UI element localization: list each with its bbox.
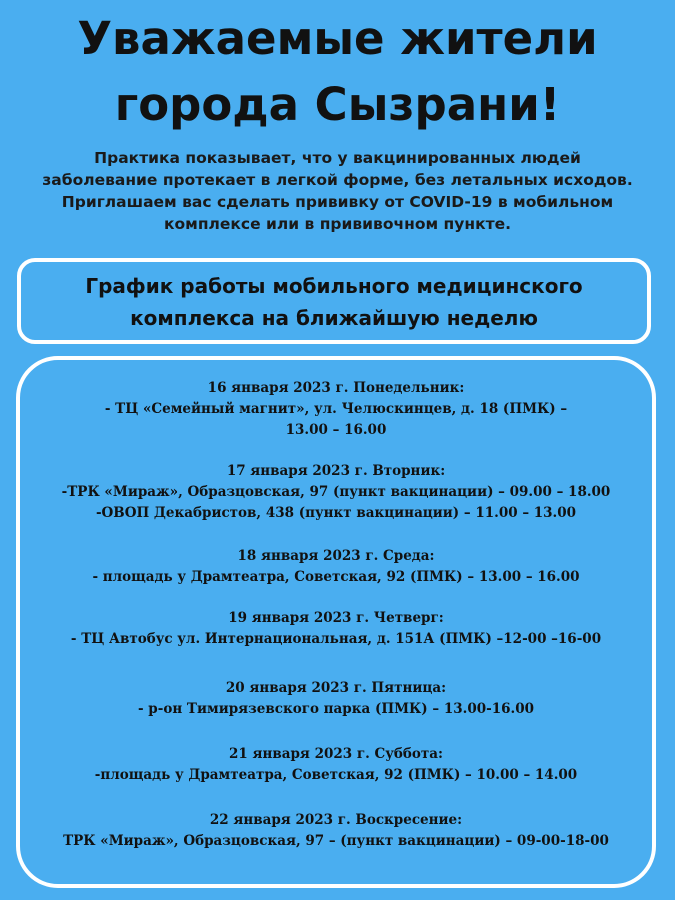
schedule-day-wednesday bbox=[20, 546, 652, 588]
day-location-line: - ТЦ Автобус ул. Интернациональная, д. 151А (ПМК) –12-00 –16-00 bbox=[70, 631, 602, 647]
day-location-line: -площадь у Драмтеатра, Советская, 92 (ПМК) – 10.00 – 14.00 bbox=[94, 767, 578, 783]
page-title-line-2: города Сызрани! bbox=[114, 78, 561, 131]
day-location-line: 13.00 – 16.00 bbox=[285, 422, 387, 438]
schedule-header-line-1: График работы мобильного медицинского bbox=[85, 274, 583, 298]
day-location-line: - ТЦ «Семейный магнит», ул. Челюскинцев, д. 18 (ПМК) – bbox=[104, 401, 568, 417]
day-heading: 20 января 2023 г. Пятница: bbox=[225, 680, 447, 696]
day-heading: 21 января 2023 г. Суббота: bbox=[228, 746, 444, 762]
day-heading: 19 января 2023 г. Четверг: bbox=[228, 610, 444, 626]
page-title bbox=[0, 6, 675, 138]
intro-line-1: Практика показывает, что у вакцинированных людей bbox=[94, 149, 581, 167]
schedule-list bbox=[16, 356, 656, 888]
day-heading: 18 января 2023 г. Среда: bbox=[237, 548, 435, 564]
day-location-line: -ОВОП Декабристов, 438 (пункт вакцинации) – 11.00 – 13.00 bbox=[95, 505, 577, 521]
day-location-line: -ТРК «Мираж», Образцовская, 97 (пункт вакцинации) – 09.00 – 18.00 bbox=[61, 484, 611, 500]
schedule-day-saturday bbox=[20, 744, 652, 786]
schedule-day-sunday bbox=[20, 810, 652, 852]
intro-line-4: комплексе или в прививочном пункте. bbox=[164, 215, 511, 233]
schedule-day-friday bbox=[20, 678, 652, 720]
day-location-line: - р-он Тимирязевского парка (ПМК) – 13.00-16.00 bbox=[138, 701, 534, 717]
schedule-header-line-2: комплекса на ближайшую неделю bbox=[130, 306, 538, 330]
intro-line-2: заболевание протекает в легкой форме, без летальных исходов. bbox=[42, 171, 633, 189]
page-title-line-1: Уважаемые жители bbox=[77, 12, 598, 65]
schedule-day-monday bbox=[20, 378, 652, 441]
schedule-header bbox=[17, 258, 651, 344]
schedule-day-thursday bbox=[20, 608, 652, 650]
day-heading: 17 января 2023 г. Вторник: bbox=[226, 463, 446, 479]
intro-line-3: Приглашаем вас сделать прививку от COVID-19 в мобильном bbox=[61, 193, 614, 211]
day-heading: 22 января 2023 г. Воскресение: bbox=[209, 812, 463, 828]
day-heading: 16 января 2023 г. Понедельник: bbox=[207, 380, 465, 396]
day-location-line: ТРК «Мираж», Образцовская, 97 – (пункт вакцинации) – 09-00-18-00 bbox=[63, 833, 609, 849]
day-location-line: - площадь у Драмтеатра, Советская, 92 (ПМК) – 13.00 – 16.00 bbox=[92, 569, 580, 585]
schedule-day-tuesday bbox=[20, 461, 652, 524]
intro-text bbox=[0, 147, 675, 235]
